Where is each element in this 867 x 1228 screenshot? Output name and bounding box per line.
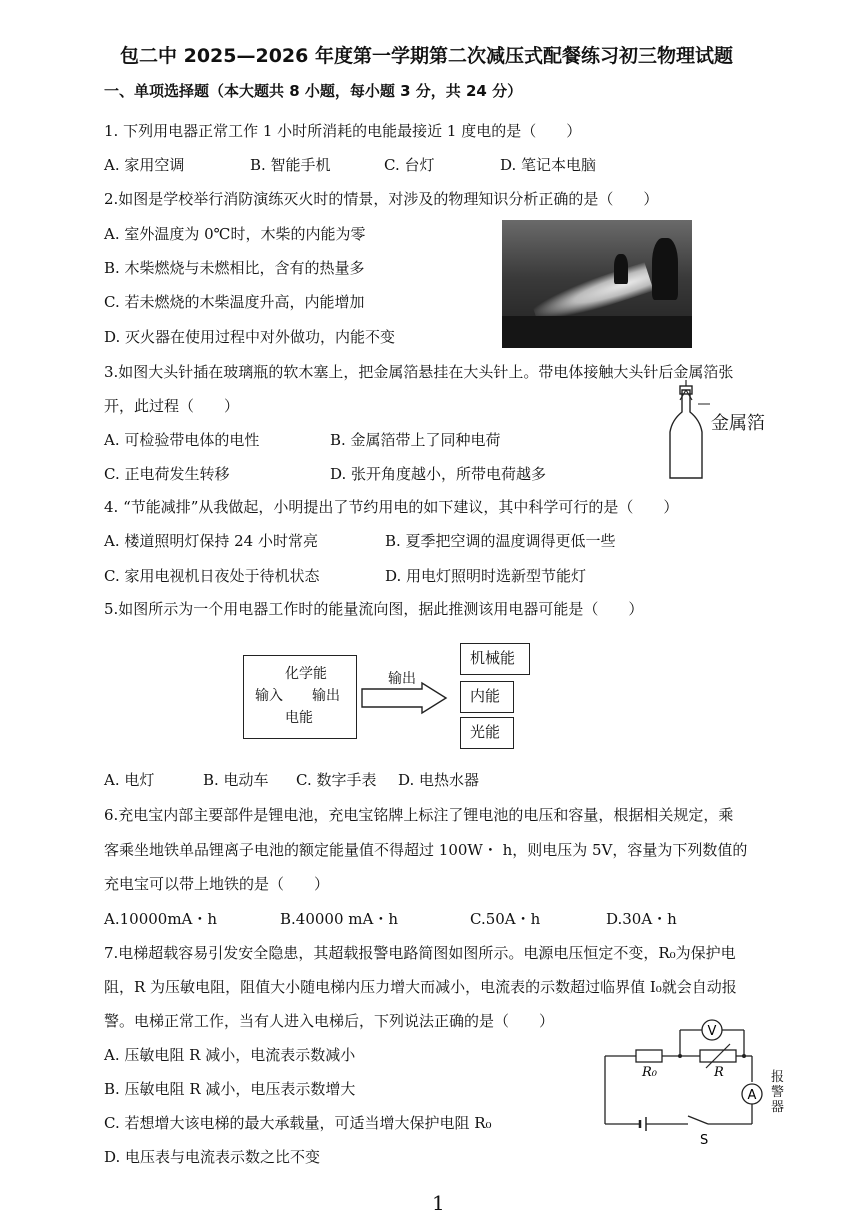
q3-stem-line2: 开，此过程（ ） bbox=[104, 397, 240, 415]
q6-stem-line2: 客乘坐地铁单品锂离子电池的额定能量值不得超过 100W・ h，则电压为 5V，容量为下列数值的 bbox=[104, 841, 748, 859]
q7-stem-line3: 警。电梯正常工作，当有人进入电梯后，下列说法正确的是（ ） bbox=[104, 1012, 555, 1030]
q3-option-a: A. 可检验带电体的电性 bbox=[104, 431, 260, 449]
glass-bottle-figure bbox=[660, 384, 720, 484]
q2-option-a: A. 室外温度为 0℃时，木柴的内能为零 bbox=[104, 225, 366, 243]
q1-option-d: D. 笔记本电脑 bbox=[500, 156, 597, 174]
alarm-circuit-diagram bbox=[600, 1020, 770, 1150]
q2-option-c: C. 若未燃烧的木柴温度升高，内能增加 bbox=[104, 293, 365, 311]
q7-option-b: B. 压敏电阻 R 减小，电压表示数增大 bbox=[104, 1080, 356, 1098]
q5-stem: 5.如图所示为一个用电器工作时的能量流向图，据此推测该用电器可能是（ ） bbox=[104, 600, 644, 618]
r-label: R bbox=[714, 1065, 724, 1080]
voltmeter-symbol: V bbox=[707, 1024, 717, 1039]
box-chemical-energy: 化学能 bbox=[285, 666, 327, 682]
q2-option-b: B. 木柴燃烧与未燃相比，含有的热量多 bbox=[104, 259, 365, 277]
q4-stem: 4. “节能减排”从我做起，小明提出了节约用电的如下建议，其中科学可行的是（ ） bbox=[104, 498, 679, 516]
q1-stem: 1. 下列用电器正常工作 1 小时所消耗的电能最接近 1 度电的是（ ） bbox=[104, 122, 582, 140]
ammeter-symbol: A bbox=[747, 1088, 757, 1103]
q6-option-b: B.40000 mA・h bbox=[280, 910, 398, 928]
q2-option-d: D. 灭火器在使用过程中对外做功，内能不变 bbox=[104, 328, 396, 346]
box-input-label: 输入 bbox=[255, 688, 283, 704]
q1-option-a: A. 家用空调 bbox=[104, 156, 185, 174]
q6-stem-line1: 6.充电宝内部主要部件是锂电池，充电宝铭牌上标注了锂电池的电压和容量，根据相关规定，乘 bbox=[104, 806, 734, 824]
q2-stem: 2.如图是学校举行消防演练灭火时的情景，对涉及的物理知识分析正确的是（ ） bbox=[104, 190, 659, 208]
q5-option-a: A. 电灯 bbox=[104, 771, 155, 789]
mechanical-energy-label: 机械能 bbox=[470, 649, 516, 667]
light-energy-label: 光能 bbox=[470, 723, 501, 741]
q1-option-b: B. 智能手机 bbox=[250, 156, 331, 174]
q4-option-a: A. 楼道照明灯保持 24 小时常亮 bbox=[104, 532, 318, 550]
r0-label: R₀ bbox=[642, 1065, 657, 1080]
q5-option-d: D. 电热水器 bbox=[398, 771, 480, 789]
q4-option-c: C. 家用电视机日夜处于待机状态 bbox=[104, 567, 320, 585]
q3-stem-line1: 3.如图大头针插在玻璃瓶的软木塞上，把金属箔悬挂在大头针上。带电体接触大头针后金属箔张 bbox=[104, 363, 734, 381]
fire-drill-photo bbox=[502, 220, 692, 348]
q3-option-c: C. 正电荷发生转移 bbox=[104, 465, 230, 483]
internal-energy-label: 内能 bbox=[470, 687, 501, 705]
page-title: 包二中 2025—2026 年度第一学期第二次减压式配餐练习初三物理试题 bbox=[120, 45, 733, 67]
arrow-output-label: 输出 bbox=[388, 671, 416, 687]
q7-option-d: D. 电压表与电流表示数之比不变 bbox=[104, 1148, 321, 1166]
q4-option-b: B. 夏季把空调的温度调得更低一些 bbox=[385, 532, 616, 550]
q5-option-b: B. 电动车 bbox=[203, 771, 269, 789]
q3-option-b: B. 金属箔带上了同种电荷 bbox=[330, 431, 501, 449]
q7-option-a: A. 压敏电阻 R 减小，电流表示数减小 bbox=[104, 1046, 356, 1064]
q5-option-c: C. 数字手表 bbox=[296, 771, 377, 789]
box-electric-energy: 电能 bbox=[285, 710, 313, 726]
q1-option-c: C. 台灯 bbox=[384, 156, 435, 174]
q7-option-c: C. 若想增大该电梯的最大承载量，可适当增大保护电阻 R₀ bbox=[104, 1114, 492, 1132]
q7-stem-line2: 阻，R 为压敏电阻，阻值大小随电梯内压力增大而减小，电流表的示数超过临界值 I₀就会自动报 bbox=[104, 978, 737, 996]
box-output-label: 输出 bbox=[312, 688, 340, 704]
alarm-label: 报警器 bbox=[771, 1070, 785, 1115]
q6-option-c: C.50A・h bbox=[470, 910, 541, 928]
q6-option-d: D.30A・h bbox=[606, 910, 677, 928]
metal-foil-label: 金属箔 bbox=[711, 413, 765, 434]
q6-option-a: A.10000mA・h bbox=[104, 910, 218, 928]
q7-stem-line1: 7.电梯超载容易引发安全隐患，其超载报警电路简图如图所示。电源电压恒定不变，R₀为保护电 bbox=[104, 944, 736, 962]
q6-stem-line3: 充电宝可以带上地铁的是（ ） bbox=[104, 875, 330, 893]
q4-option-d: D. 用电灯照明时选新型节能灯 bbox=[385, 567, 587, 585]
q3-option-d: D. 张开角度越小，所带电荷越多 bbox=[330, 465, 547, 483]
section-heading: 一、单项选择题（本大题共 8 小题，每小题 3 分，共 24 分） bbox=[104, 82, 523, 100]
page-number: 1 bbox=[432, 1191, 445, 1215]
switch-label: S bbox=[700, 1133, 709, 1148]
